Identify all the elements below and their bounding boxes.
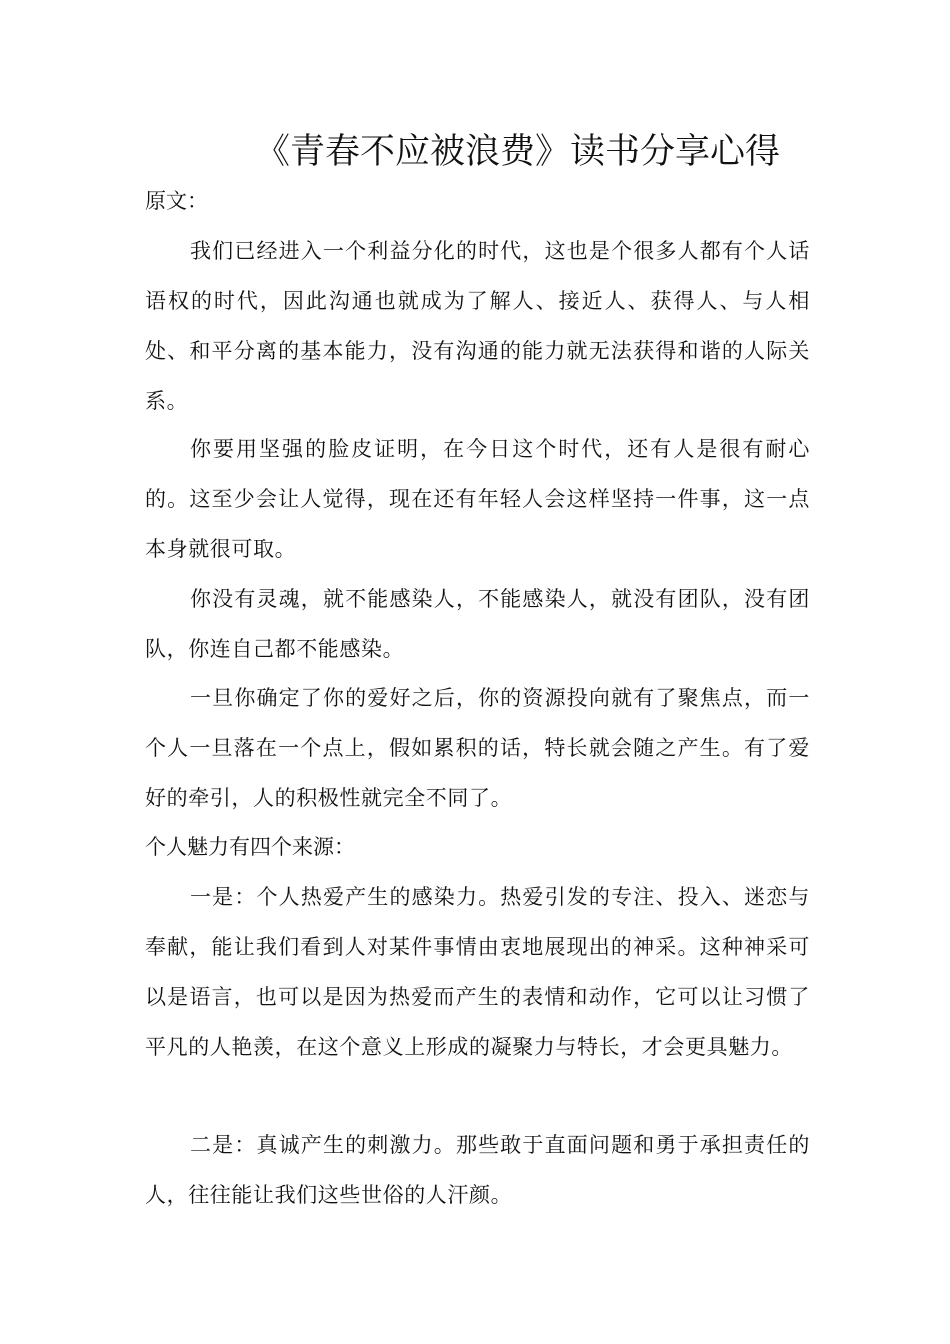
document-title: 《青春不应被浪费》读书分享心得 — [255, 132, 781, 172]
paragraph-2: 你要用坚强的脸皮证明，在今日这个时代，还有人是很有耐心的。这至少会让人觉得，现在还有年轻人会这样坚持一件事，这一点本身就很可取。 — [145, 437, 810, 561]
paragraph-6: 二是：真诚产生的刺激力。那些敢于直面问题和勇于承担责任的人，往往能让我们这些世俗的人汗颜。 — [145, 1133, 810, 1207]
paragraph-4: 一旦你确定了你的爱好之后，你的资源投向就有了聚焦点，而一个人一旦落在一个点上，假如累积的话，特长就会随之产生。有了爱好的牵引，人的积极性就完全不同了。 — [145, 686, 810, 810]
section-label-original-text: 原文： — [145, 189, 208, 213]
paragraph-5: 一是：个人热爱产生的感染力。热爱引发的专注、投入、迷恋与奉献，能让我们看到人对某件事情由衷地展现出的神采。这种神采可以是语言，也可以是因为热爱而产生的表情和动作，它可以让习惯了平凡的人艳羡，在这个意义上形成的凝聚力与特长，才会更具魅力。 — [145, 885, 810, 1059]
section-label-charm-sources: 个人魅力有四个来源： — [145, 835, 355, 859]
paragraph-3: 你没有灵魂，就不能感染人，不能感染人，就没有团队，没有团队，你连自己都不能感染。 — [145, 587, 810, 661]
paragraph-1: 我们已经进入一个利益分化的时代，这也是个很多人都有个人话语权的时代，因此沟通也就成为了解人、接近人、获得人、与人相处、和平分离的基本能力，没有沟通的能力就无法获得和谐的人际关系。 — [145, 239, 810, 413]
